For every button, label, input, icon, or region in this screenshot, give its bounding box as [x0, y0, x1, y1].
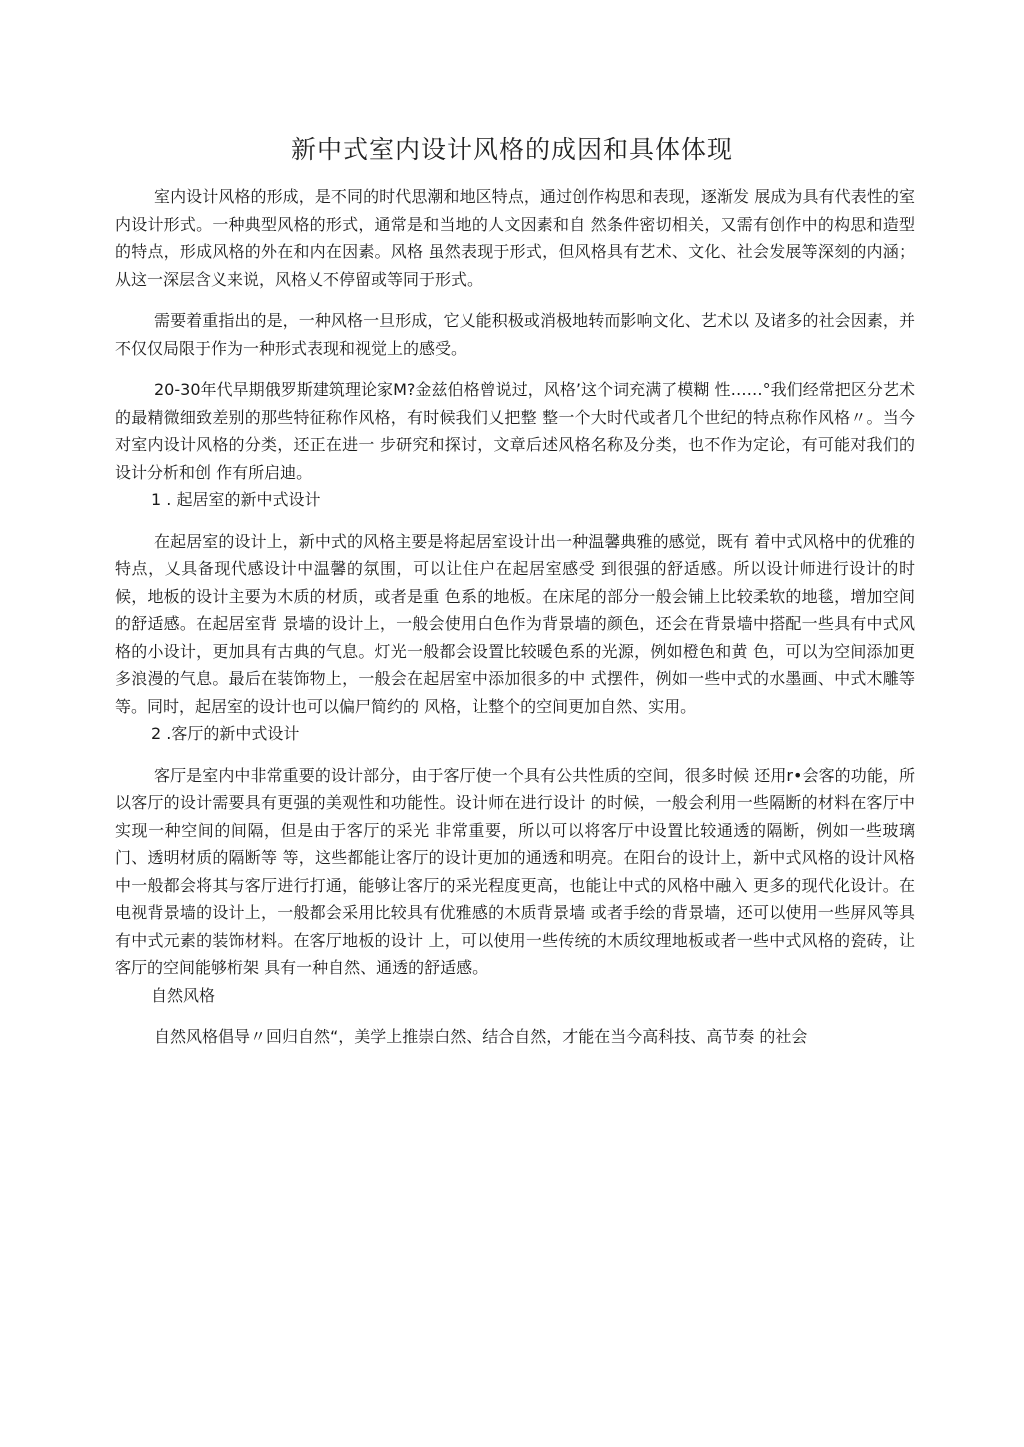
- section-heading-parlor: 2 .客厅的新中式设计: [151, 724, 300, 743]
- section-heading-living-room: 1 . 起居室的新中式设计: [151, 490, 321, 509]
- paragraph-ginzburg-quote: 20-30年代早期俄罗斯建筑理论家M?金兹伯格曾说过，风格’这个词充满了模糊 性……°我们经常把区分艺术的最精微细致差别的那些特征称作风格，有时候我们乂把整 整一个大时代或者几个世纪的特点称作风格〃。当今对室内设计风格的分类，还正在进一 步研究和探讨，文章后述风格名称及分类，也不作为定论，有可能对我们的设计分析和创 作有所启迪。: [115, 380, 915, 482]
- paragraph-intro: 室内设计风格的形成，是不同的时代思潮和地区特点，通过创作构思和表现，逐渐发 展成为具有代表性的室内设计形式。一种典型风格的形式，通常是和当地的人文因素和自 然条件密切相关，又需有创作中的构思和造型的特点，形成风格的外在和内在因素。风格 虽然表现于形式，但风格具有艺术、文化、社会发展等深刻的内涵；从这一深层含义来说，风格乂不停留或等同于形式。: [115, 187, 915, 289]
- document-title: 新中式室内设计风格的成因和具体体现: [290, 135, 733, 164]
- section-text-parlor: 客厅是室内中非常重要的设计部分，由于客厅使一个具有公共性质的空间，很多时候 还用r•会客的功能，所以客厅的设计需要具有更强的美观性和功能性。设计师在进行设计 的时候，一般会利用一些隔断的材料在客厅中实现一种空间的间隔，但是由于客厅的采光 非常重要，所以可以将客厅中设置比较通透的隔断，例如一些玻璃门、透明材质的隔断等 等，这些都能让客厅的设计更加的通透和明亮。在阳台的设计上，新中式风格的设计风格 中一般都会将其与客厅进行打通，能够让客厅的采光程度更高，也能让中式的风格中融入 更多的现代化设计。在电视背景墙的设计上，一般都会采用比较具有优雅感的木质背景墙 或者手绘的背景墙，还可以使用一些屏风等具有中式元素的装饰材料。在客厅地板的设计 上，可以使用一些传统的木质纹理地板或者一些中式风格的瓷砖，让客厅的空间能够桁架 具有一种自然、通透的舒适感。: [115, 765, 915, 977]
- section-text-natural-style: 自然风格倡导〃回归自然“，美学上推崇白然、结合自然，才能在当今高科技、高节奏 的社会: [154, 1027, 808, 1046]
- document-body: [115, 183, 915, 1051]
- section-text-living-room: 在起居室的设计上，新中式的风格主要是将起居室设计出一种温馨典雅的感觉，既有 着中式风格中的优雅的特点，乂具备现代感设计中温馨的氛围，可以让住户在起居室感受 到很强的舒适感。所以设计师进行设计的时候，地板的设计主要为木质的材质，或者是重 色系的地板。在床尾的部分一般会铺上比较柔软的地毯，增加空间的舒适感。在起居室背 景墙的设计上，一般会使用白色作为背景墙的颜色，还会在背景墙中搭配一些具有中式风 格的小设计，更加具有古典的气息。灯光一般都会设置比较暖色系的光源，例如橙色和黄 色，可以为空间添加更多浪漫的气息。最后在装饰物上，一般会在起居室中添加很多的中 式摆件，例如一些中式的水墨画、中式木雕等等。同时，起居室的设计也可以偏尸简约的 风格，让整个的空间更加自然、实用。: [115, 531, 915, 716]
- section-heading-natural-style: 自然风格: [151, 985, 216, 1005]
- paragraph-style-influence: 需要着重指出的是，一种风格一旦形成，它乂能积极或消极地转而影响文化、艺术以 及诸多的社会因素，并不仅仅局限于作为一种形式表现和视觉上的感受。: [115, 311, 915, 358]
